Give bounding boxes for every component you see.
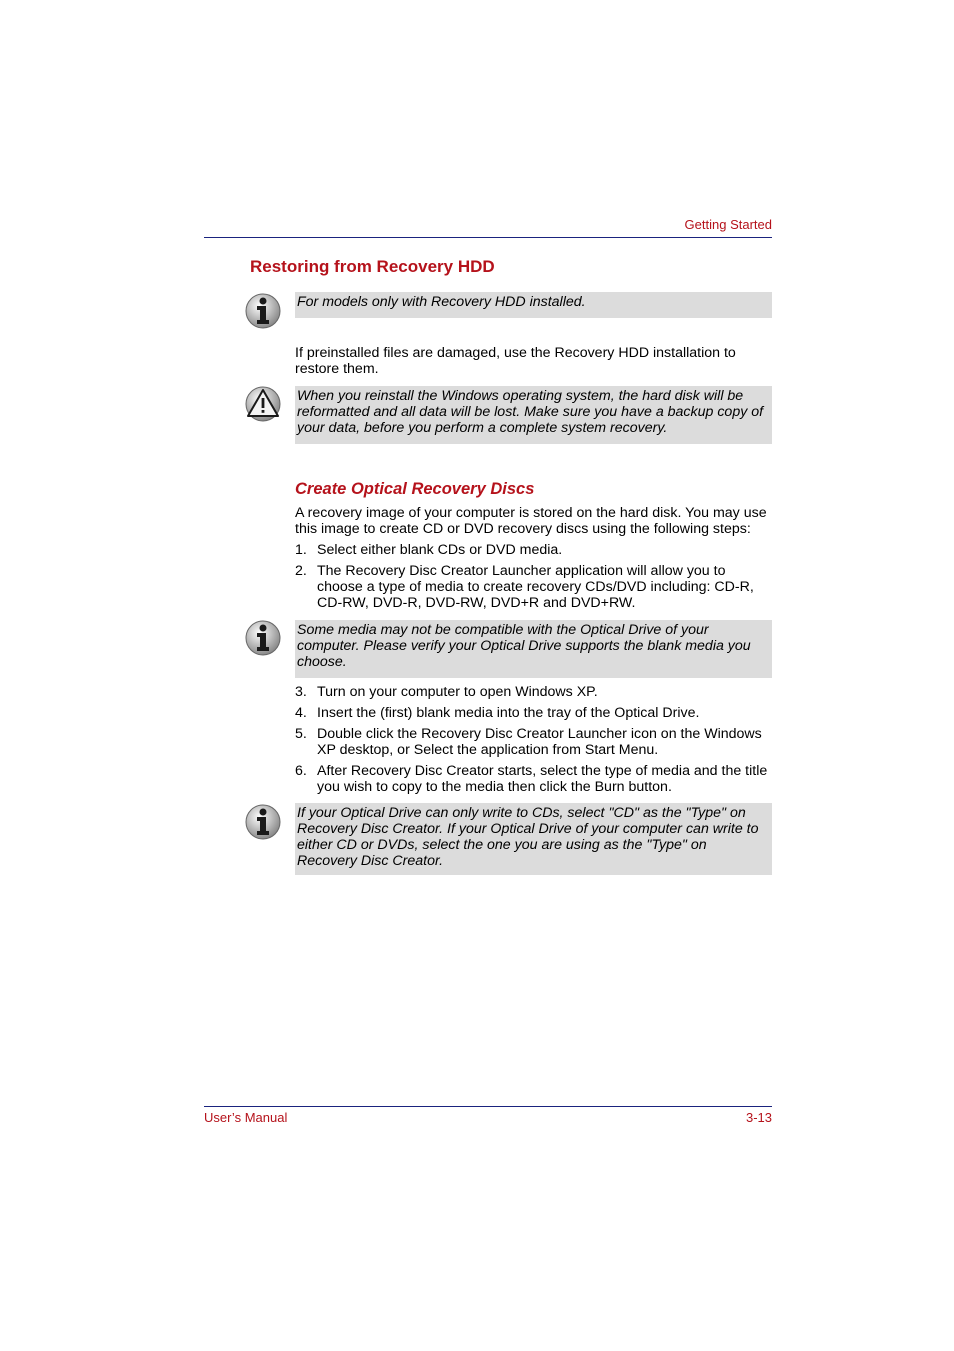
list-number: 2. xyxy=(295,563,307,579)
note-box: If your Optical Drive can only write to CDs, select "CD" as the "Type" on Recovery Disc Creator. If your Optical Drive of your computer can write to either CD or DVDs, select the one you are using as the "Type" on Recovery Disc Creator. xyxy=(295,803,772,875)
list-number: 1. xyxy=(295,542,307,558)
footer-title: User’s Manual xyxy=(204,1110,288,1125)
footer-rule xyxy=(204,1106,772,1107)
list-number: 6. xyxy=(295,763,307,779)
page-number: 3-13 xyxy=(745,1110,772,1125)
subsection-heading: Create Optical Recovery Discs xyxy=(295,480,535,498)
list-text: Insert the (first) blank media into the tray of the Optical Drive. xyxy=(317,705,700,721)
list-number: 3. xyxy=(295,684,307,700)
list-text: Double click the Recovery Disc Creator Launcher icon on the Windows XP desktop, or Select the application from Start Menu. xyxy=(317,726,762,758)
list-text: Turn on your computer to open Windows XP. xyxy=(317,684,598,700)
list-number: 5. xyxy=(295,726,307,742)
running-header: Getting Started xyxy=(684,217,772,232)
info-icon xyxy=(244,292,282,330)
header-rule xyxy=(204,237,772,238)
list-text: After Recovery Disc Creator starts, select the type of media and the title you wish to copy to the media then click the Burn button. xyxy=(317,763,768,795)
info-icon xyxy=(244,803,282,841)
subsection-intro: A recovery image of your computer is stored on the hard disk. You may use this image to create CD or DVD recovery discs using the following steps: xyxy=(295,505,767,537)
section-heading: Restoring from Recovery HDD xyxy=(250,257,495,276)
note-box: For models only with Recovery HDD installed. xyxy=(295,292,772,318)
list-number: 4. xyxy=(295,705,307,721)
list-text: The Recovery Disc Creator Launcher application will allow you to choose a type of media to create recovery CDs/DVD including: CD-R, CD-RW, DVD-R, DVD-RW, DVD+R and DVD+RW. xyxy=(317,563,754,611)
intro-paragraph: If preinstalled files are damaged, use the Recovery HDD installation to restore them. xyxy=(295,345,736,377)
caution-icon xyxy=(244,385,282,423)
note-box: Some media may not be compatible with the Optical Drive of your computer. Please verify your Optical Drive supports the blank media you choose. xyxy=(295,620,772,678)
list-text: Select either blank CDs or DVD media. xyxy=(317,542,563,558)
info-icon xyxy=(244,619,282,657)
caution-box: When you reinstall the Windows operating system, the hard disk will be reformatted and all data will be lost. Make sure you have a backup copy of your data, before you perform a complete system recovery. xyxy=(295,386,772,444)
